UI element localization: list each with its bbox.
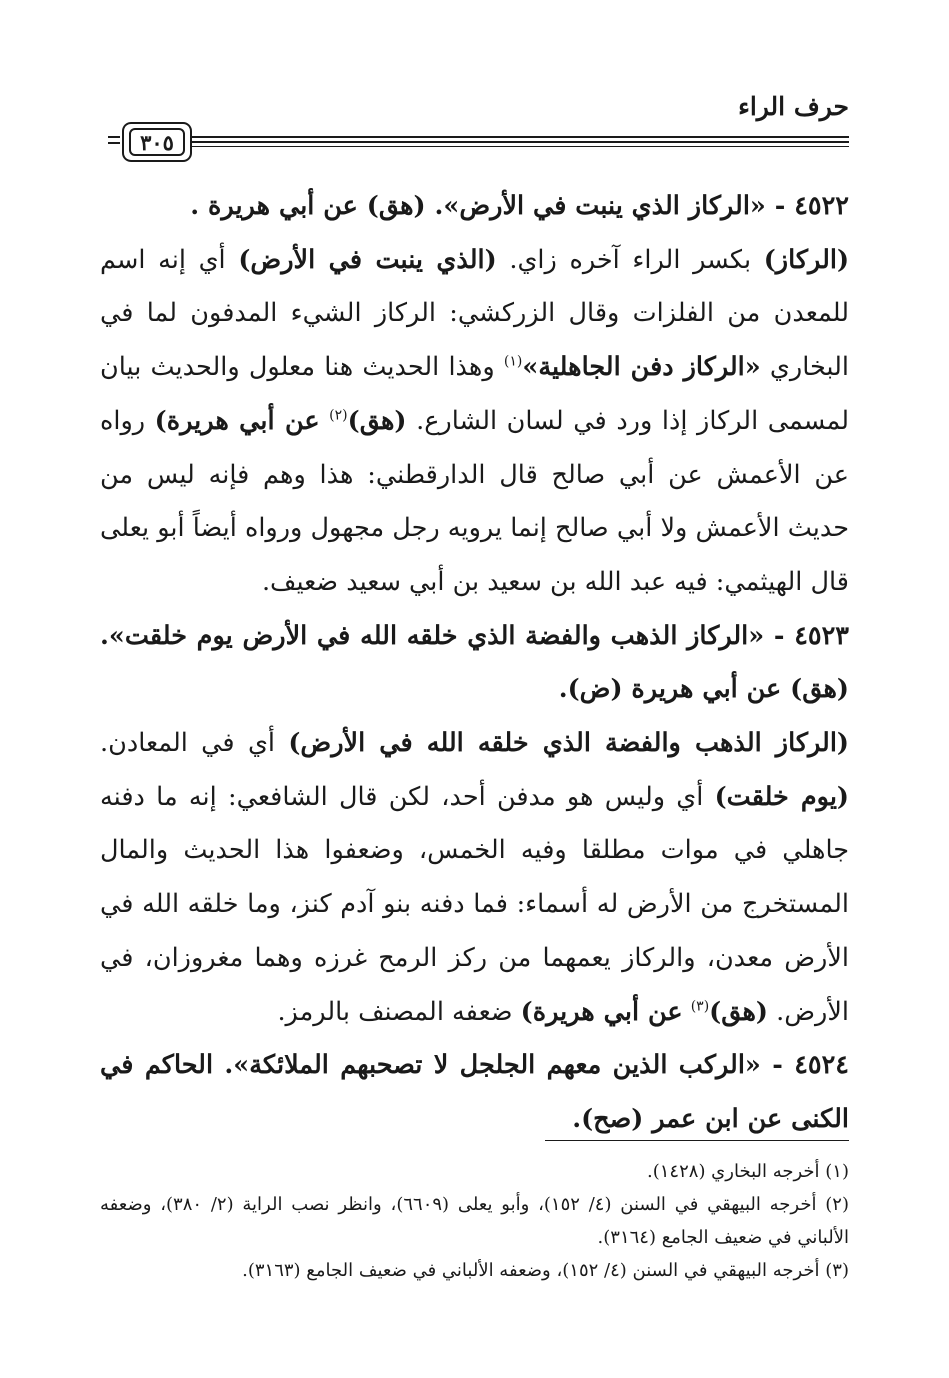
page-number: ٣٠٥	[129, 128, 185, 156]
footnote-separator	[545, 1140, 849, 1141]
entry-4523: ٤٥٢٣ - «الركاز الذهب والفضة الذي خلقه الله في الأرض يوم خلقت». (هق) عن أبي هريرة (ض).	[100, 620, 849, 705]
main-text	[100, 180, 849, 1147]
footnote-3: (٣) أخرجه البيهقي في السنن (٤/ ١٥٢)، وضعفه الألباني في ضعيف الجامع (٣١٦٣).	[242, 1260, 849, 1281]
commentary-paragraph: (الركاز الذهب والفضة الذي خلقه الله في الأرض) أي في المعادن. (يوم خلقت) أي وليس هو مدفن أحد، لكن قال الشافعي: إنه ما دفنه جاهلي في موات مطلقا وفيه الخمس، وضعفوا هذا الحديث والمال المستخرج من الأرض له أسماء: فما دفنه بنو آدم كنز، وما خلقه الله في الأرض معدن، والركاز يعمهما من ركز الرمح غرزه وهما مغروزان، في الأرض. (هق)$^{(٣)}$ عن أبي هريرة) ضعفه المصنف بالرمز.	[100, 728, 849, 1027]
hadith-source: . (هق) عن أبي هريرة (ض).	[100, 620, 849, 705]
commentary-paragraph: (الركاز) بكسر الراء آخره زاي. (الذي ينبت في الأرض) أي إنه اسم للمعدن من الفلزات وقال الزركشي: الركاز الشيء المدفون لما في البخاري «الركاز دفن الجاهلية»$^{(١)}$ وهذا الحديث هنا معلول والحديث بيان لمسمى الركاز إذا ورد في لسان الشارع. (هق)$^{(٢)}$ عن أبي هريرة) رواه عن الأعمش عن أبي صالح قال الدارقطني: هذا وهم فإنه ليس من حديث الأعمش ولا أبي صالح إنما يرويه رجل مجهول ورواه أيضاً أبو يعلى قال الهيثمي: فيه عبد الله بن سعيد بن أبي سعيد ضعيف.	[100, 244, 850, 597]
page-number-box	[122, 122, 192, 162]
hadith-source: . (هق) عن أبي هريرة .	[190, 191, 444, 221]
hadith-source: . الحاكم في الكنى عن ابن عمر (صح).	[100, 1050, 849, 1134]
footnote-2: (٢) أخرجه البيهقي في السنن (٤/ ١٥٢)، وأبو يعلى (٦٦٠٩)، وانظر نصب الراية (٢/ ٣٨٠)، وضعفه الألباني في ضعيف الجامع (٣١٦٤).	[100, 1194, 849, 1248]
entry-number: ٤٥٢٢	[794, 191, 849, 221]
page-number-dash	[108, 136, 120, 146]
footnote-ref: (٢)	[329, 407, 348, 424]
entry-4522: ٤٥٢٢ - «الركاز الذي ينبت في الأرض». (هق) عن أبي هريرة .	[190, 191, 849, 221]
hadith-text: «الركاز الذي ينبت في الأرض»	[443, 191, 766, 221]
entry-number: ٤٥٢٤	[794, 1050, 849, 1081]
footnote-ref: (١)	[503, 353, 523, 370]
footnote-1: (١) أخرجه البخاري (١٤٢٨).	[647, 1161, 849, 1182]
hadith-text: «الركاز الذهب والفضة الذي خلقه الله في الأرض يوم خلقت»	[108, 620, 765, 651]
hadith-text: «الركب الذين معهم الجلجل لا تصحبهم الملائكة»	[233, 1050, 761, 1081]
entry-number: ٤٥٢٣	[794, 620, 849, 651]
footnotes	[100, 1155, 849, 1287]
footnote-ref: (٣)	[690, 998, 710, 1015]
running-title: حرف الراء	[738, 92, 849, 121]
header-rule	[192, 136, 849, 152]
entry-4524: ٤٥٢٤ - «الركب الذين معهم الجلجل لا تصحبهم الملائكة». الحاكم في الكنى عن ابن عمر (صح).	[100, 1050, 849, 1134]
page-number-frame	[108, 122, 194, 162]
